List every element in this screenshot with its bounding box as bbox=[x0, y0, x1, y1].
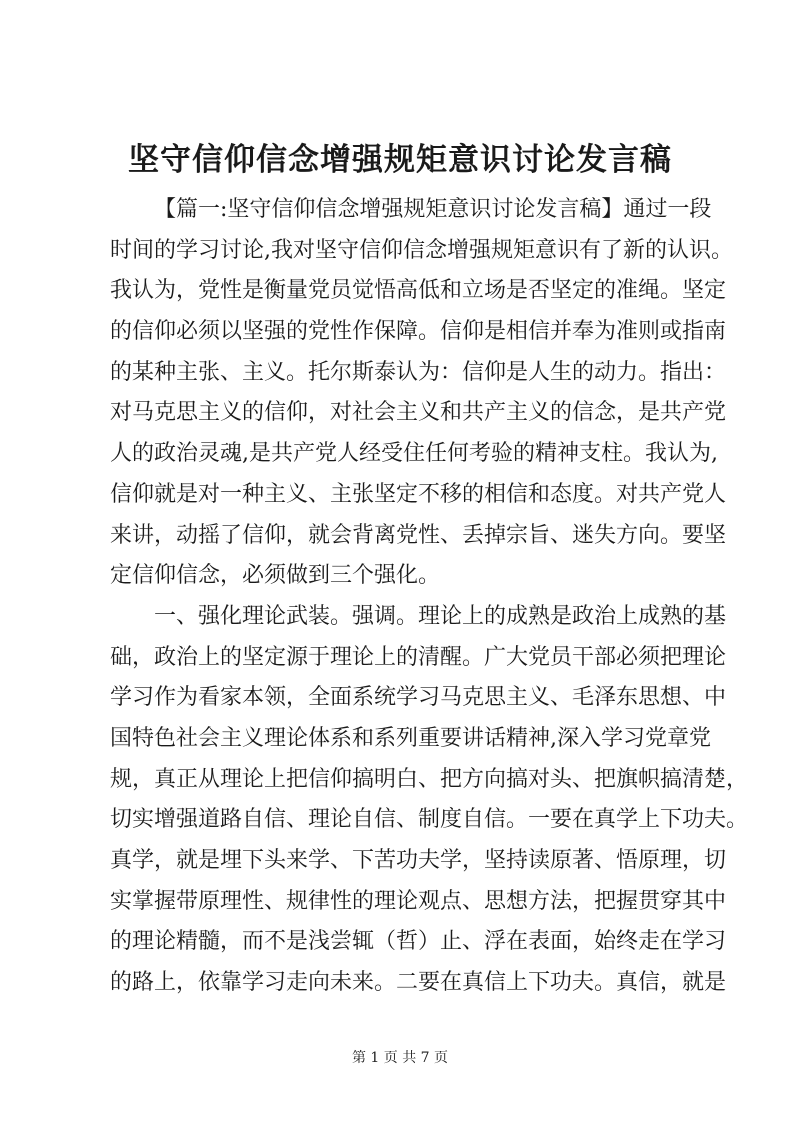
paragraph-line: 的信仰必须以坚强的党性作保障。信仰是相信并奉为准则或指南 bbox=[110, 319, 727, 345]
paragraph-line: 的理论精髓，而不是浅尝辄（哲）止、浮在表面，始终走在学习 bbox=[110, 929, 727, 955]
paragraph-1 bbox=[110, 190, 733, 597]
paragraph-line: 国特色社会主义理论体系和系列重要讲话精神,深入学习党章党 bbox=[110, 725, 711, 751]
paragraph-line: 对马克思主义的信仰，对社会主义和共产主义的信念，是共产党 bbox=[110, 400, 727, 426]
paragraph-line: 的某种主张、主义。托尔斯泰认为：信仰是人生的动力。指出： bbox=[110, 359, 727, 385]
paragraph-line: 真学，就是埋下头来学、下苦功夫学，坚持读原著、悟原理，切 bbox=[110, 848, 727, 873]
paragraph-line: 信仰就是对一种主义、主张坚定不移的相信和态度。对共产党人 bbox=[110, 481, 727, 507]
paragraph-line: 人的政治灵魂,是共产党人经受住任何考验的精神支柱。我认为, bbox=[110, 441, 718, 467]
paragraph-line: 一、强化理论武装。强调。理论上的成熟是政治上成熟的基 bbox=[154, 603, 727, 629]
paragraph-line: 时间的学习讨论,我对坚守信仰信念增强规矩意识有了新的认识。 bbox=[110, 237, 733, 263]
document-body bbox=[110, 190, 749, 1004]
paragraph-line: 规，真正从理论上把信仰搞明白、把方向搞对头、把旗帜搞清楚， bbox=[110, 766, 749, 792]
paragraph-line: 来讲，动摇了信仰，就会背离党性、丢掉宗旨、迷失方向。要坚 bbox=[110, 522, 727, 548]
paragraph-line: 我认为，党性是衡量党员觉悟高低和立场是否坚定的准绳。坚定 bbox=[110, 278, 727, 304]
paragraph-line: 实掌握带原理性、规律性的理论观点、思想方法，把握贯穿其中 bbox=[110, 888, 727, 914]
paragraph-line: 学习作为看家本领，全面系统学习马克思主义、毛泽东思想、中 bbox=[110, 685, 727, 711]
paragraph-line: 的路上，依靠学习走向未来。二要在真信上下功夫。真信，就是 bbox=[110, 970, 727, 996]
paragraph-line: 【篇一:坚守信仰信念增强规矩意识讨论发言稿】通过一段 bbox=[154, 197, 712, 222]
paragraph-line: 切实增强道路自信、理论自信、制度自信。一要在真学上下功夫。 bbox=[110, 807, 749, 833]
paragraph-line: 定信仰信念，必须做到三个强化。 bbox=[110, 563, 441, 589]
paragraph-line: 础，政治上的坚定源于理论上的清醒。广大党员干部必须把理论 bbox=[110, 644, 727, 670]
paragraph-2 bbox=[110, 597, 749, 1004]
document-title: 坚守信仰信念增强规矩意识讨论发言稿 bbox=[128, 142, 672, 178]
page-number-footer: 第 1 页 共 7 页 bbox=[351, 1050, 449, 1066]
